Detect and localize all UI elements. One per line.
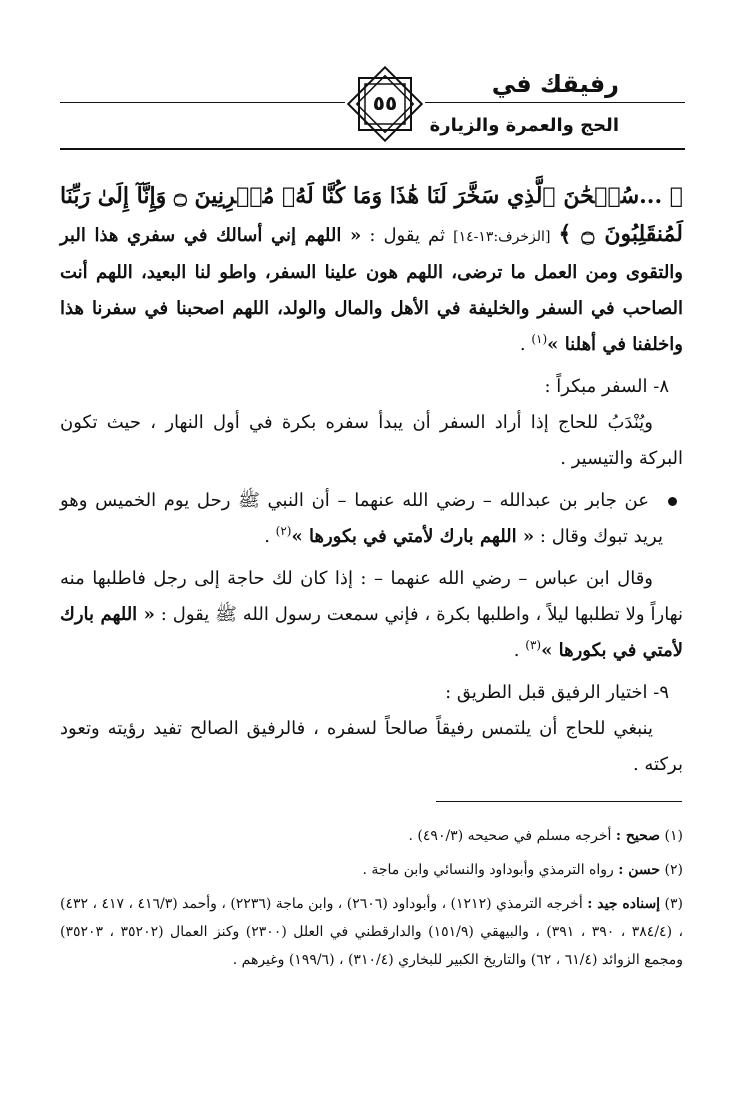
page-number: ٥٥ [372,91,398,115]
paragraph-early-travel: ويُنْدَبُ للحاج إذا أراد السفر أن يبدأ سفره بكرة في أول النهار ، حيث تكون البركة والتيسير . [60,412,683,469]
page-header [60,62,685,152]
book-title: رفيقك في [491,70,619,98]
travel-dua: « اللهم إني أسالك في سفري هذا البر والتقوى ومن العمل ما ترضى، اللهم هون علينا السفر، واطو لنا البعيد، اللهم أنت الصاحب في السفر والخليفة في الأهل والمال والولد، اللهم اصحبنا في سفرنا هذا واخلفنا في أهلنا » [60,225,683,355]
footnote-separator [436,801,682,802]
ibn-abbas-dua: « اللهم بارك لأمتي في بكورها » [60,604,683,661]
hadith-jabir-text: عن جابر بن عبدالله – رضي الله عنهما – أن النبي ﷺ رحل يوم الخميس وهو يريد تبوك وقال : [60,490,663,547]
section-heading-8: ٨- السفر مبكراً : [544,376,669,397]
footnote-grade: إسناده جيد : [587,896,661,912]
page-number-badge [345,64,425,144]
footnote-number: (٢) [664,862,683,878]
footnote-2 [60,856,683,884]
quran-paragraph: ﴿ ...سُبۡحَٰنَ ٱلَّذِي سَخَّرَ لَنَا هَٰذَا وَمَا كُنَّا لَهُۥ مُقۡرِنِينَ ۝ وَإِنَّآ إِلَىٰ رَبِّنَا لَمُنقَلِبُونَ ۝ ﴾ [الزخرف:١٣-١٤] ثم يقول : « اللهم إني أسالك في سفري هذا البر والتقوى ومن العمل ما ترضى، اللهم هون علينا السفر، واطو لنا البعيد، اللهم أنت الصاحب في السفر والخليفة في الأهل والمال والولد، اللهم اصحبنا في سفرنا هذا واخلفنا في أهلنا »$^{(١)}$ . [60,183,684,355]
then-says-text: ثم يقول : [369,225,446,246]
footnote-grade: صحيح : [615,828,661,844]
page-body [60,178,683,783]
footnote-grade: حسن : [618,862,661,878]
footnote-text: أخرجه الترمذي (١٢١٢) ، وأبوداود (٢٦٠٦) ، وابن ماجة (٢٢٣٦) ، وأحمد (٤١٦/٣ ، ٤١٧ ، ٤٣٢) ، (٣٨٤/٤ ، ٣٩٠ ، ٣٩١) ، والبيهقي (١٥١/٩) والدارقطني في العلل (٢٣٠٠) وكنز العمال (٣٥٢٠٢ ، ٣٥٢٠٣) ومجمع الزوائد (٦١/٤ ، ٦٢) والتاريخ الكبير للبخاري (٣١٠/٤) ، (١٩٩/٦) وغيرهم . [60,896,684,968]
hadith-jabir-dua: « اللهم بارك لأمتي في بكورها » [291,526,535,547]
footnote-1 [60,822,683,850]
footnote-number: (١) [664,828,683,844]
bullet-icon [668,497,677,506]
footnote-number: (٣) [664,896,683,912]
ibn-abbas-paragraph: وقال ابن عباس – رضي الله عنهما – : إذا كان لك حاجة إلى رجل فاطلبها منه نهاراً ولا تطلبها ليلاً ، واطلبها بكرة ، فإني سمعت رسول الله ﷺ يقول : « اللهم بارك لأمتي في بكورها »$^{(٣)}$ . [60,568,683,661]
footnote-3 [60,890,683,974]
verse-reference: [الزخرف:١٣-١٤] [453,229,551,245]
paragraph-companion: ينبغي للحاج أن يلتمس رفيقاً صالحاً لسفره ، فالرفيق الصالح تفيد رؤيته وتعود بركته . [60,718,683,775]
hadith-jabir-paragraph: عن جابر بن عبدالله – رضي الله عنهما – أن النبي ﷺ رحل يوم الخميس وهو يريد تبوك وقال : « اللهم بارك لأمتي في بكورها »$^{(٢)}$ . [60,483,683,555]
section-heading-9: ٩- اختيار الرفيق قبل الطريق : [445,682,669,703]
footnote-marker-2: (٢) [275,524,292,538]
footnote-marker-3: (٣) [525,638,542,652]
header-rule-bottom [60,148,685,150]
footnote-text: أخرجه مسلم في صحيحه (٤٩٠/٣) . [408,828,612,844]
footnotes [60,822,683,980]
footnote-marker-1: (١) [531,332,548,346]
quran-verse: ﴿ ...سُبۡحَٰنَ ٱلَّذِي سَخَّرَ لَنَا هَٰذَا وَمَا كُنَّا لَهُۥ مُقۡرِنِينَ ۝ وَإِنَّآ إِلَىٰ رَبِّنَا لَمُنقَلِبُونَ ۝ ﴾ [60,183,684,247]
book-subtitle: الحج والعمرة والزيارة [429,115,619,136]
ibn-abbas-text: وقال ابن عباس – رضي الله عنهما – : إذا كان لك حاجة إلى رجل فاطلبها منه نهاراً ولا تطلبها ليلاً ، واطلبها بكرة ، فإني سمعت رسول الله ﷺ يقول : [60,568,683,625]
footnote-text: رواه الترمذي وأبوداود والنسائي وابن ماجة . [362,862,614,878]
